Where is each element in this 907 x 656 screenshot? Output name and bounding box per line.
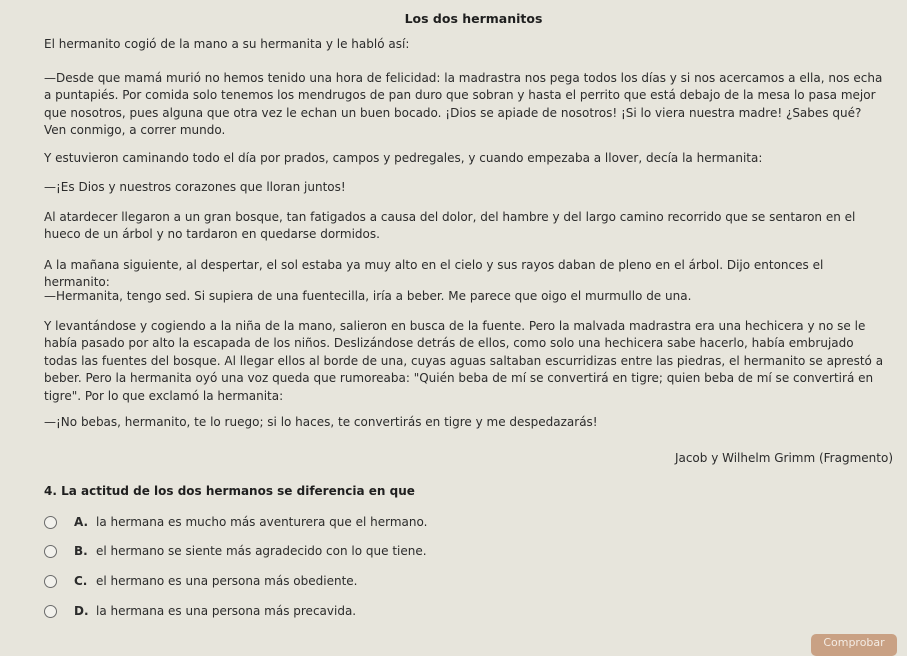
radio-button-d[interactable] (44, 605, 57, 618)
story-paragraph-1: El hermanito cogió de la mano a su hermanita y le habló así: (44, 37, 410, 51)
story-paragraph-8: Y levantándose y cogiendo a la niña de la mano, salieron en busca de la fuente. Pero la malvada madrastra era una hechicera y no se le había pasado por alto la escapada de los niños. Deslizándose detrás de ellos, como solo una hechicera sabe hacerlo, había embrujado todas las fuentes del bosque. Al llegar ellos al borde de una, cuyas aguas saltaban escurridizas entre las piedras, el hermanito se aprestó a beber. Pero la hermanita oyó una voz queda que rumoreaba: "Quién beba de mí se convertirá en tigre; quien beba de mí se convertirá en tigre". Por lo que exclamó la hermanita: (44, 319, 884, 403)
radio-button-c[interactable] (44, 575, 57, 588)
option-letter: A. (74, 515, 89, 529)
option-text: la hermana es una persona más precavida. (96, 604, 357, 618)
answer-option-b[interactable] (44, 540, 427, 562)
story-paragraph-2: —Desde que mamá murió no hemos tenido una hora de felicidad: la madrastra nos pega todos los días y si nos acercamos a ella, nos echa a puntapiés. Por comida solo tenemos los mendrugos de pan duro que sobran y hasta el perrito que está debajo de la mesa lo pasa mejor que nosotros, pues alguna que otra vez le echan un buen bocado. ¡Dios se apiade de nosotros! ¡Si lo viera nuestra madre! ¿Sabes qué? Ven conmigo, a correr mundo. (44, 71, 883, 138)
answer-option-d[interactable] (44, 600, 356, 622)
option-text: el hermano se siente más agradecido con lo que tiene. (96, 544, 427, 558)
story-paragraph-4: —¡Es Dios y nuestros corazones que lloran juntos! (44, 180, 346, 194)
story-paragraph-9: —¡No bebas, hermanito, te lo ruego; si lo haces, te convertirás en tigre y me despedazarás! (44, 415, 598, 429)
story-paragraph-5: Al atardecer llegaron a un gran bosque, tan fatigados a causa del dolor, del hambre y del largo camino recorrido que se sentaron en el hueco de un árbol y no tardaron en quedarse dormidos. (44, 210, 856, 242)
story-paragraph-7: —Hermanita, tengo sed. Si supiera de una fuentecilla, iría a beber. Me parece que oigo el murmullo de una. (44, 289, 692, 303)
radio-button-a[interactable] (44, 516, 57, 529)
option-letter: B. (74, 544, 88, 558)
story-title: Los dos hermanitos (404, 11, 543, 26)
question-text: 4. La actitud de los dos hermanos se diferencia en que (44, 484, 415, 498)
answer-option-a[interactable] (44, 511, 427, 533)
option-letter: D. (74, 604, 89, 618)
story-paragraph-6: A la mañana siguiente, al despertar, el sol estaba ya muy alto en el cielo y sus rayos daban de pleno en el árbol. Dijo entonces el hermanito: (44, 258, 824, 290)
story-author: Jacob y Wilhelm Grimm (Fragmento) (674, 451, 893, 465)
option-text: el hermano es una persona más obediente. (96, 574, 358, 588)
radio-button-b[interactable] (44, 545, 57, 558)
answer-option-c[interactable] (44, 570, 357, 592)
check-answer-button[interactable]: Comprobar (811, 634, 897, 656)
story-paragraph-3: Y estuvieron caminando todo el día por prados, campos y pedregales, y cuando empezaba a llover, decía la hermanita: (44, 151, 763, 165)
option-letter: C. (74, 574, 88, 588)
option-text: la hermana es mucho más aventurera que el hermano. (96, 515, 428, 529)
